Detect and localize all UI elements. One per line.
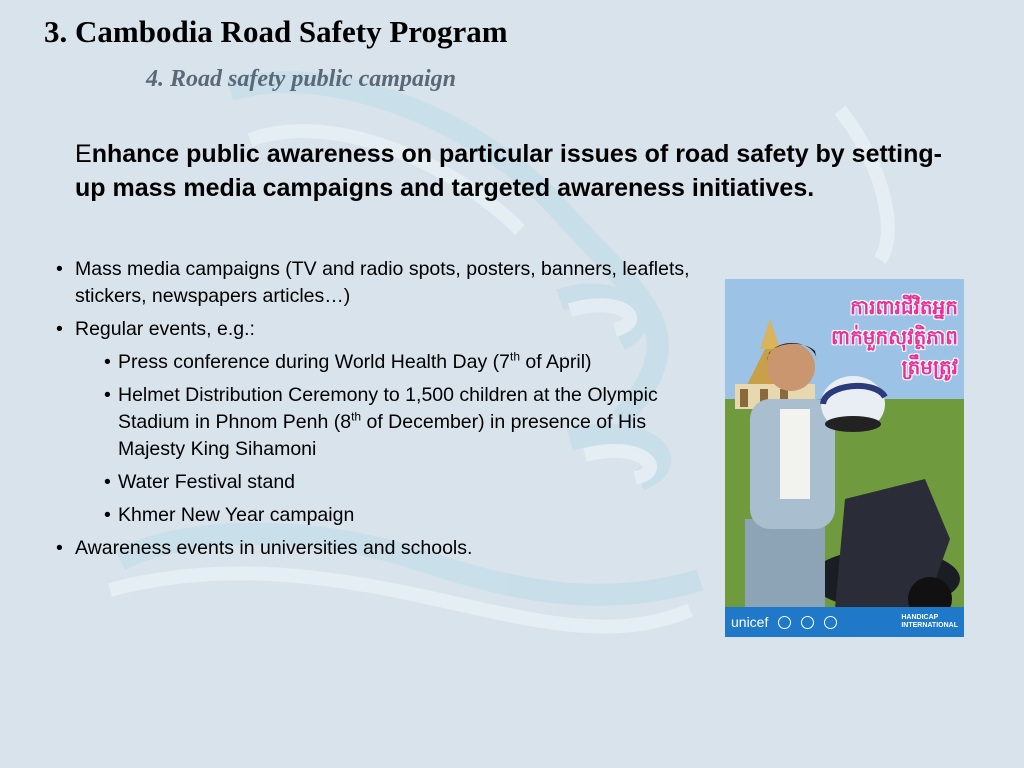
subbullet-press-conference: • Press conference during World Health Day (7th of April) — [104, 349, 696, 376]
slide-title: 3. Cambodia Road Safety Program — [44, 14, 508, 49]
unicef-logo: unicef — [731, 614, 769, 630]
regular-events-sublist — [75, 349, 696, 529]
government-seal-icon — [801, 616, 814, 629]
khmer-slogan-line-1: ការពារជីវិតអ្នក — [850, 297, 958, 319]
headline-first-letter: E — [75, 140, 92, 168]
un-emblem-icon — [778, 616, 791, 629]
bullet-mass-media: • Mass media campaigns (TV and radio spots, posters, banners, leaflets, stickers, newspapers articles…) — [56, 256, 696, 310]
khmer-slogan-line-3: ត្រឹមត្រូវ — [901, 357, 958, 379]
poster-khmer-slogan — [831, 293, 958, 383]
subbullet-helmet-distribution: • Helmet Distribution Ceremony to 1,500 children at the Olympic Stadium in Phnom Penh (8th of December) in presence of His Majesty King Sihamoni — [104, 382, 696, 463]
headline-rest: nhance public awareness on particular issues of road safety by setting-up mass media campaigns and targeted awareness initiatives. — [75, 140, 942, 202]
khmer-slogan-line-2: ពាក់មួកសុវត្ថិភាព — [831, 327, 958, 349]
handicap-international-logo: HANDICAP INTERNATIONAL — [901, 614, 958, 629]
sponsor-logo-bar — [725, 607, 964, 637]
campaign-poster-image — [725, 279, 964, 637]
bullet-list — [56, 256, 696, 568]
headline-statement — [75, 137, 955, 205]
subbullet-khmer-new-year: • Khmer New Year campaign — [104, 502, 696, 529]
slide-subtitle: 4. Road safety public campaign — [146, 66, 456, 92]
subbullet-water-festival: • Water Festival stand — [104, 469, 696, 496]
ministry-seal-icon — [824, 616, 837, 629]
bullet-awareness-events: • Awareness events in universities and schools. — [56, 535, 696, 562]
bullet-regular-events: • Regular events, e.g.: • Press conference during World Health Day (7th of April) • Helmet Distribution Ceremony to 1,500 children at the Olympic Stadium in Phnom Penh (8th of December) in presence of His Majesty King Sihamoni • Water Festival stand • Khmer New Year campaign — [56, 316, 696, 529]
